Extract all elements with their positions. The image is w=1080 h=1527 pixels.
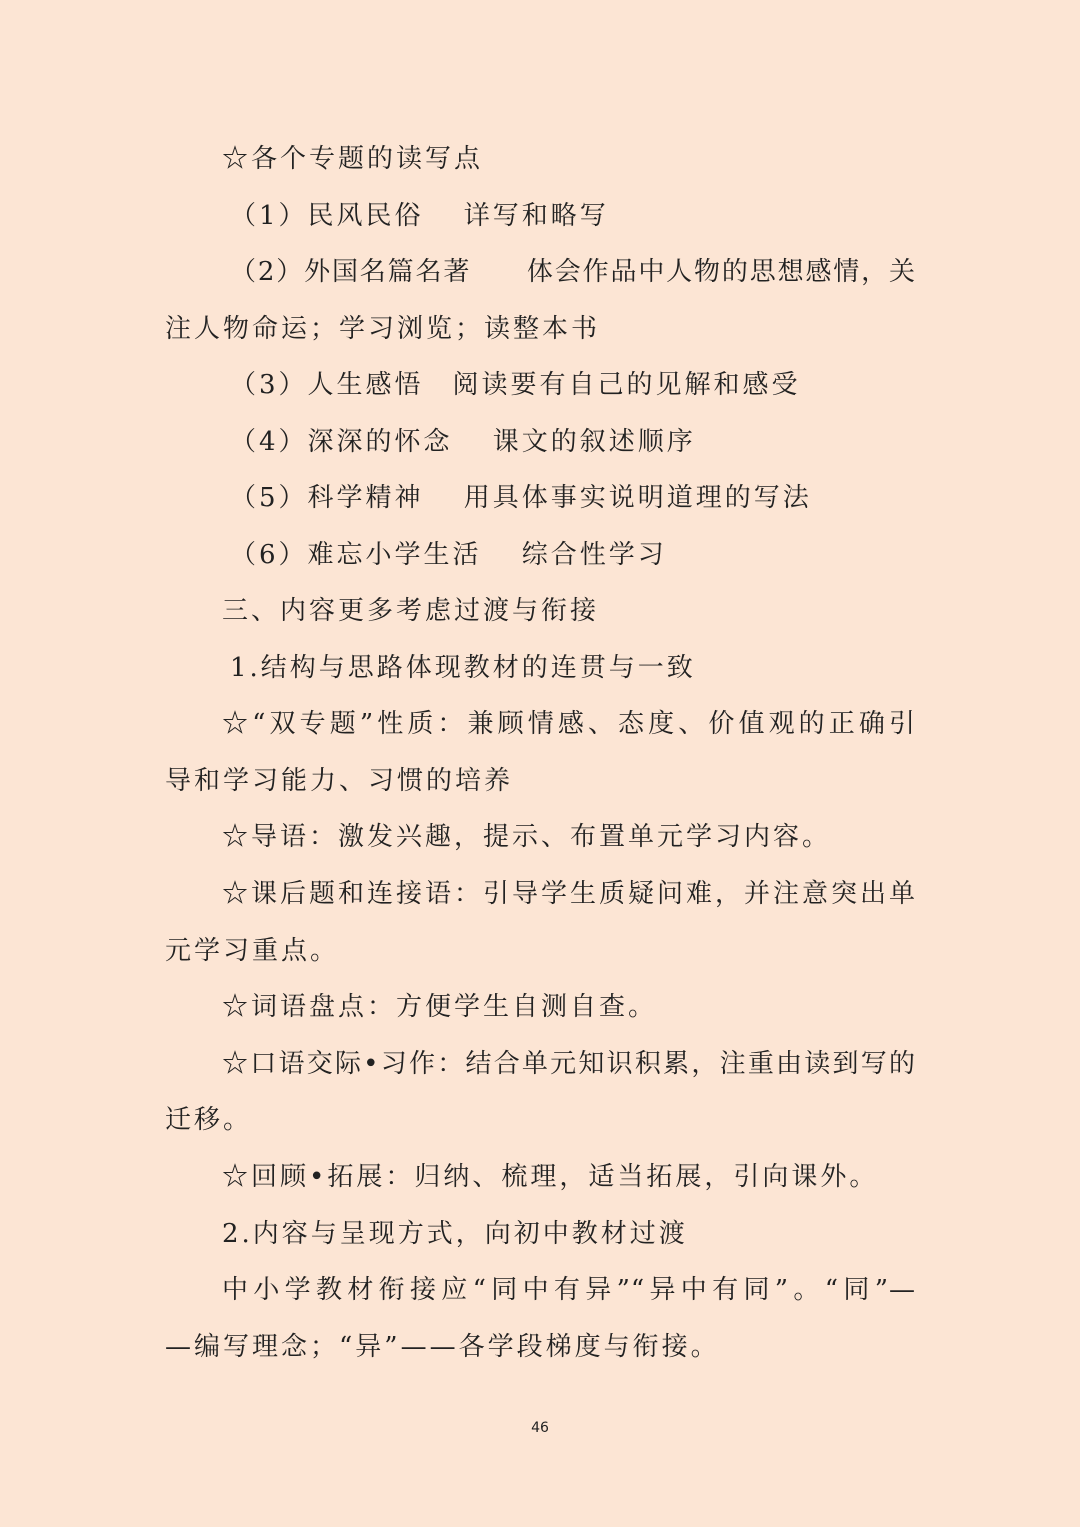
topic-item-2: （2）外国名篇名著 体会作品中人物的思想感情，关 <box>230 257 916 287</box>
topic-item-1: （1）民风民俗 详写和略写 <box>230 201 609 231</box>
bullet-oral-communication: ☆口语交际•习作：结合单元知识积累，注重由读到写的 <box>222 1049 916 1079</box>
bullet-introduction: ☆导语：激发兴趣，提示、布置单元学习内容。 <box>222 822 832 852</box>
bullet-after-class-questions: ☆课后题和连接语：引导学生质疑问难，并注意突出单 <box>222 879 916 909</box>
topic-item-2-continued: 注人物命运；学习浏览；读整本书 <box>165 314 601 344</box>
subheading-1: 1.结构与思路体现教材的连贯与一致 <box>230 653 696 683</box>
topic-item-6: （6）难忘小学生活 综合性学习 <box>230 540 667 570</box>
section-heading-3: 三、内容更多考虑过渡与衔接 <box>222 596 600 626</box>
bullet-dual-topic-continued: 导和学习能力、习惯的培养 <box>165 766 514 796</box>
bullet-oral-communication-continued: 迁移。 <box>165 1105 253 1135</box>
bullet-review-extension: ☆回顾•拓展：归纳、梳理，适当拓展，引向课外。 <box>222 1162 879 1192</box>
heading-reading-writing-points: ☆各个专题的读写点 <box>222 144 484 174</box>
page-number: 46 <box>531 1420 549 1436</box>
bullet-dual-topic: ☆“双专题”性质：兼顾情感、态度、价值观的正确引 <box>222 709 916 739</box>
paragraph-curriculum-transition-continued: —编写理念；“异”——各学段梯度与衔接。 <box>165 1332 720 1362</box>
topic-item-5: （5）科学精神 用具体事实说明道理的写法 <box>230 483 812 513</box>
topic-item-3: （3）人生感悟 阅读要有自己的见解和感受 <box>230 370 801 400</box>
bullet-after-class-questions-continued: 元学习重点。 <box>165 936 340 966</box>
bullet-vocabulary: ☆词语盘点：方便学生自测自查。 <box>222 992 658 1022</box>
topic-item-4: （4）深深的怀念 课文的叙述顺序 <box>230 427 696 457</box>
subheading-2: 2.内容与呈现方式，向初中教材过渡 <box>222 1219 688 1249</box>
paragraph-curriculum-transition: 中小学教材衔接应“同中有异”“异中有同”。“同”— <box>222 1275 916 1305</box>
